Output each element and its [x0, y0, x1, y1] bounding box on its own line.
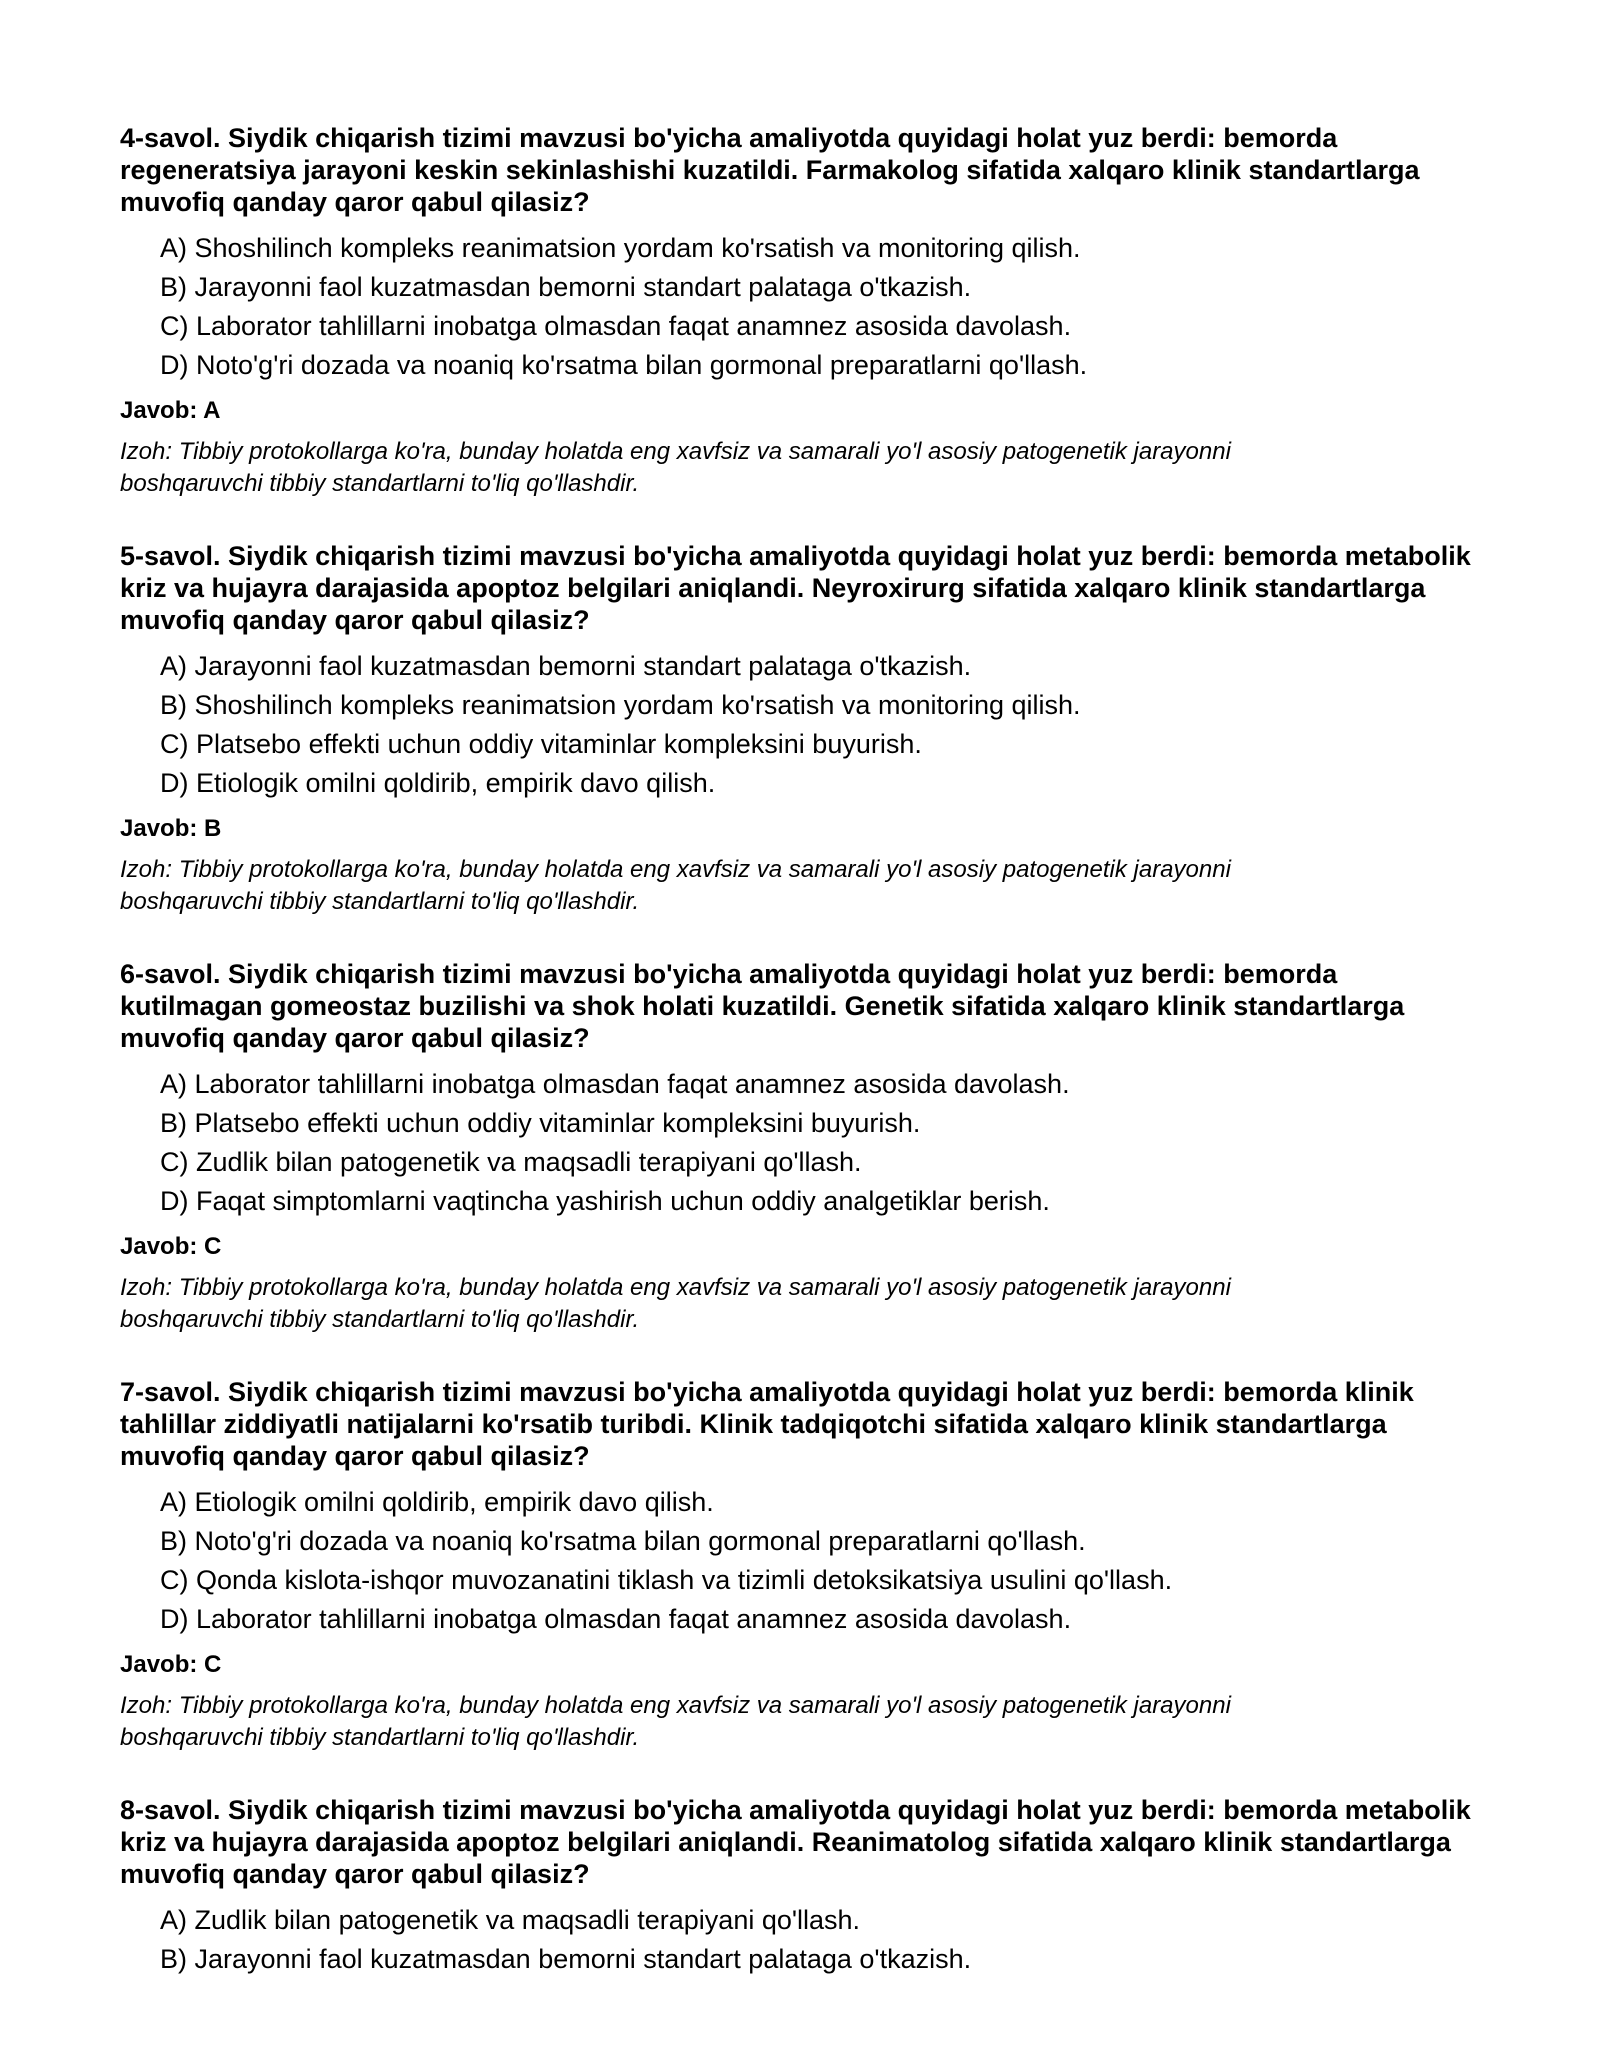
option-d: D) Etiologik omilni qoldirib, empirik davo qilish. [160, 768, 716, 798]
option-list [120, 1483, 1480, 1639]
option-list [120, 1901, 1480, 1979]
option-a: A) Zudlik bilan patogenetik va maqsadli terapiyani qo'llash. [160, 1905, 861, 1935]
answer: Javob: C [120, 1233, 222, 1260]
option-b: B) Noto'g'ri dozada va noaniq ko'rsatma bilan gormonal preparatlarni qo'llash. [160, 1526, 1086, 1556]
question-7 [120, 1376, 1480, 1754]
option-c: C) Laborator tahlillarni inobatga olmasdan faqat anamnez asosida davolash. [160, 311, 1072, 341]
question-8 [120, 1794, 1480, 1979]
question-4 [120, 122, 1480, 500]
option-a: A) Etiologik omilni qoldirib, empirik davo qilish. [160, 1487, 714, 1517]
option-d: D) Noto'g'ri dozada va noaniq ko'rsatma bilan gormonal preparatlarni qo'llash. [160, 350, 1088, 380]
question-text: 8-savol. Siydik chiqarish tizimi mavzusi bo'yicha amaliyotda quyidagi holat yuz berdi: bemorda metabolik kriz va hujayra darajasida apoptoz belgilari aniqlandi. Reanimatolog sifatida xalqaro klinik standartlarga muvofiq qanday qaror qabul qilasiz? [120, 1795, 1471, 1889]
question-text: 4-savol. Siydik chiqarish tizimi mavzusi bo'yicha amaliyotda quyidagi holat yuz berdi: bemorda regeneratsiya jarayoni keskin sekinlashishi kuzatildi. Farmakolog sifatida xalqaro klinik standartlarga muvofiq qanday qaror qabul qilasiz? [120, 123, 1420, 217]
question-6 [120, 958, 1480, 1336]
question-text: 5-savol. Siydik chiqarish tizimi mavzusi bo'yicha amaliyotda quyidagi holat yuz berdi: bemorda metabolik kriz va hujayra darajasida apoptoz belgilari aniqlandi. Neyroxirurg sifatida xalqaro klinik standartlarga muvofiq qanday qaror qabul qilasiz? [120, 541, 1471, 635]
option-b: B) Shoshilinch kompleks reanimatsion yordam ko'rsatish va monitoring qilish. [160, 690, 1081, 720]
option-list [120, 647, 1480, 803]
explanation-note: Izoh: Tibbiy protokollarga ko'ra, bunday holatda eng xavfsiz va samarali yo'l asosiy patogenetik jarayonni boshqaruvchi tibbiy standartlarni to'liq qo'llashdir. [120, 856, 1231, 915]
answer: Javob: C [120, 1651, 222, 1678]
option-c: C) Zudlik bilan patogenetik va maqsadli terapiyani qo'llash. [160, 1147, 862, 1177]
explanation-note: Izoh: Tibbiy protokollarga ko'ra, bunday holatda eng xavfsiz va samarali yo'l asosiy patogenetik jarayonni boshqaruvchi tibbiy standartlarni to'liq qo'llashdir. [120, 1692, 1231, 1751]
option-a: A) Shoshilinch kompleks reanimatsion yordam ko'rsatish va monitoring qilish. [160, 233, 1081, 263]
question-text: 7-savol. Siydik chiqarish tizimi mavzusi bo'yicha amaliyotda quyidagi holat yuz berdi: bemorda klinik tahlillar ziddiyatli natijalarni ko'rsatib turibdi. Klinik tadqiqotchi sifatida xalqaro klinik standartlarga muvofiq qanday qaror qabul qilasiz? [120, 1377, 1414, 1471]
option-a: A) Jarayonni faol kuzatmasdan bemorni standart palataga o'tkazish. [160, 651, 972, 681]
option-d: D) Faqat simptomlarni vaqtincha yashirish uchun oddiy analgetiklar berish. [160, 1186, 1050, 1216]
option-c: C) Qonda kislota-ishqor muvozanatini tiklash va tizimli detoksikatsiya usulini qo'llash. [160, 1565, 1173, 1595]
option-d: D) Laborator tahlillarni inobatga olmasdan faqat anamnez asosida davolash. [160, 1604, 1072, 1634]
answer: Javob: B [120, 815, 222, 842]
answer: Javob: A [120, 397, 221, 424]
option-c: C) Platsebo effekti uchun oddiy vitaminlar kompleksini buyurish. [160, 729, 922, 759]
option-b: B) Jarayonni faol kuzatmasdan bemorni standart palataga o'tkazish. [160, 272, 972, 302]
option-b: B) Jarayonni faol kuzatmasdan bemorni standart palataga o'tkazish. [160, 1944, 972, 1974]
option-list [120, 229, 1480, 385]
document-page [120, 122, 1480, 2019]
explanation-note: Izoh: Tibbiy protokollarga ko'ra, bunday holatda eng xavfsiz va samarali yo'l asosiy patogenetik jarayonni boshqaruvchi tibbiy standartlarni to'liq qo'llashdir. [120, 438, 1231, 497]
question-text: 6-savol. Siydik chiqarish tizimi mavzusi bo'yicha amaliyotda quyidagi holat yuz berdi: bemorda kutilmagan gomeostaz buzilishi va shok holati kuzatildi. Genetik sifatida xalqaro klinik standartlarga muvofiq qanday qaror qabul qilasiz? [120, 959, 1405, 1053]
option-list [120, 1065, 1480, 1221]
option-a: A) Laborator tahlillarni inobatga olmasdan faqat anamnez asosida davolash. [160, 1069, 1070, 1099]
question-5 [120, 540, 1480, 918]
explanation-note: Izoh: Tibbiy protokollarga ko'ra, bunday holatda eng xavfsiz va samarali yo'l asosiy patogenetik jarayonni boshqaruvchi tibbiy standartlarni to'liq qo'llashdir. [120, 1274, 1231, 1333]
option-b: B) Platsebo effekti uchun oddiy vitaminlar kompleksini buyurish. [160, 1108, 921, 1138]
